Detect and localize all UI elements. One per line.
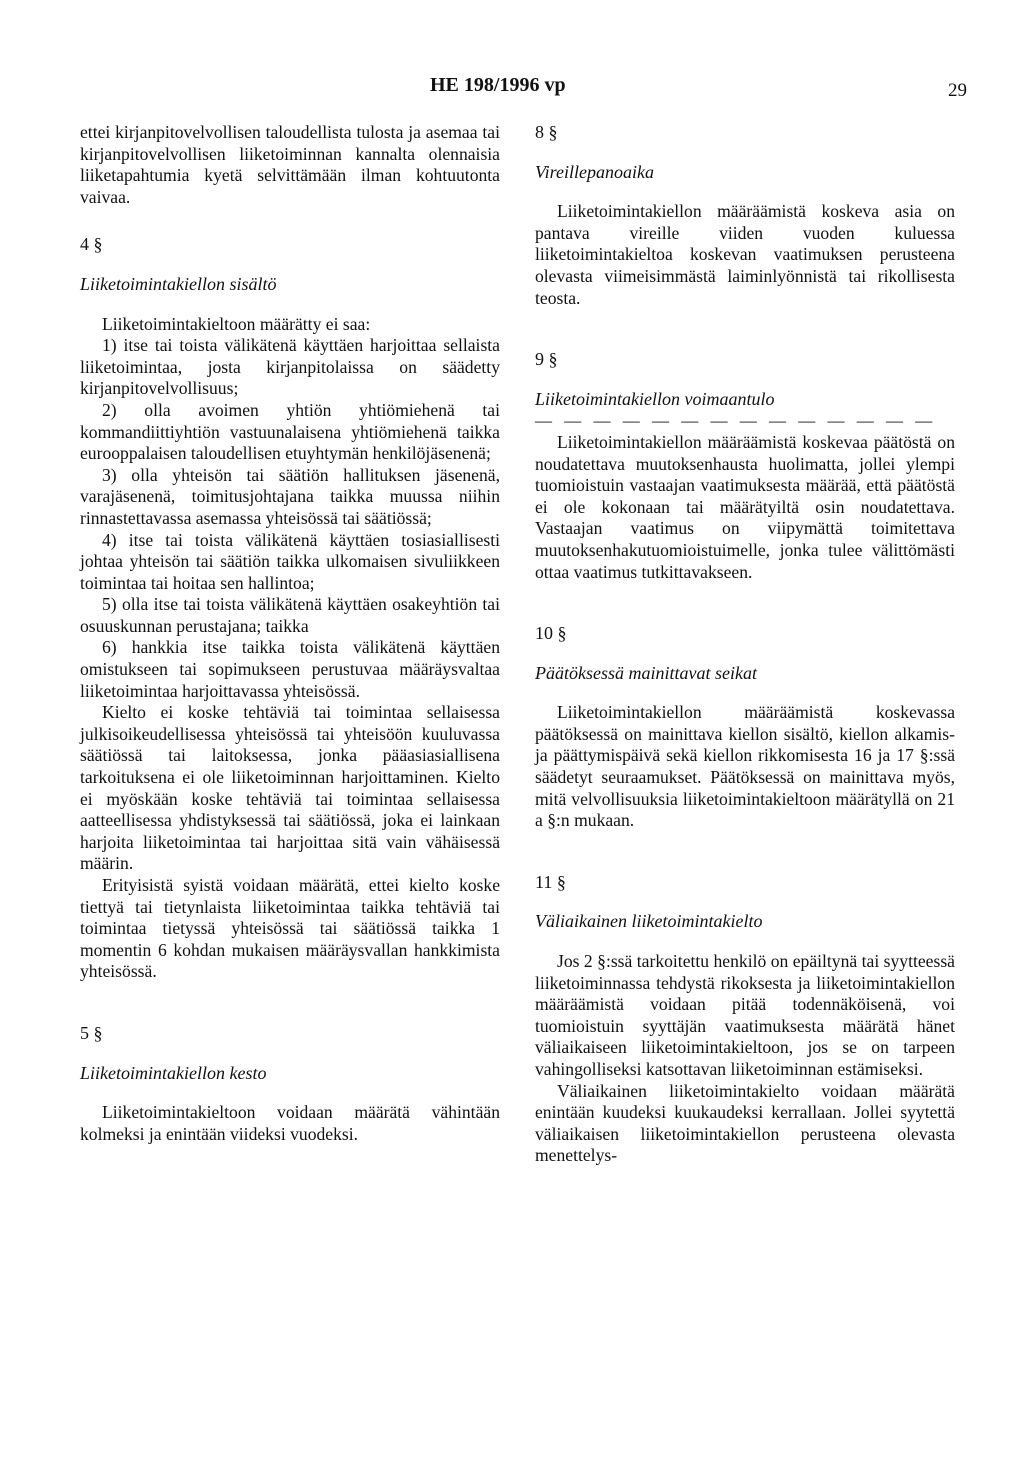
section-8-title: Vireillepanoaika [535,161,654,182]
section-4-paragraph: 5) olla itse tai toista välikätenä käyttäen osakeyhtiön tai osuuskunnan perustajana; taikka [80,594,500,636]
section-4-paragraph: Liiketoimintakieltoon määrätty ei saa: [102,313,371,334]
section-4-paragraph: 6) hankkia itse taikka toista välikätenä käyttäen omistukseen tai sopimukseen perustuvaa määräysvaltaa liiketoimintaa harjoittavassa yhteisössä. [80,637,500,701]
section-11-paragraph: Väliaikainen liiketoimintakielto voidaan määrätä enintään kuudeksi kuukaudeksi kerrallaan. Jollei syytettä väliaikaisen liiketoimintakiellon perusteena olevasta menettelys- [535,1080,955,1166]
section-4-paragraph: Erityisistä syistä voidaan määrätä, ettei kielto koske tiettyä tai tietynlaista liiketoimintaa taikka tehtäviä tai toimintaa tietyssä yhteisössä tai säätiössä taikka 1 momentin 6 kohdan mukaisen määräysvallan hankkimista yhteisössä. [80,875,500,982]
right-column [535,122,955,1167]
section-10-title: Päätöksessä mainittavat seikat [535,662,757,683]
section-9-paragraph: Liiketoimintakiellon määräämistä koskevaa päätöstä on noudatettava muutoksenhausta huolimatta, jollei ylempi tuomioistuin vastaajan vaatimuksesta määrää, että päätöstä ei ole kokonaan tai määrätyiltä osin noudatettava. Vastaajan vaatimus on viipymättä toimitettava muutoksenhakutuomioistuimelle, jonka tulee välittömästi ottaa vaatimus tutkittavakseen. [535,431,955,582]
section-4-paragraph: 1) itse tai toista välikätenä käyttäen harjoittaa sellaista liiketoimintaa, josta kirjanpitolaissa on säädetty kirjanpitovelvollisuus; [80,335,500,399]
left-column [80,122,500,1145]
section-8-paragraph: Liiketoimintakiellon määräämistä koskeva asia on pantava vireille viiden vuoden kuluessa liiketoimintakieltoa koskevan vaatimuksen perusteena olevasta viimeisimmästä laiminlyönnistä tai rikollisesta teosta. [535,201,955,308]
section-10-paragraph: Liiketoimintakiellon määräämistä koskevassa päätöksessä on mainittava kiellon sisältö, kiellon alkamis- ja päättymispäivä sekä kiellon rikkomisesta 16 ja 17 §:ssä säädetyt seuraamukset. Päätöksessä on mainittava myös, mitä velvollisuuksia liiketoimintakieltoon määrätyllä on 21 a §:n mukaan. [535,702,955,831]
page-number: 29 [948,80,967,101]
omission-dashes: — — — — — — — — — — — — — — [535,411,937,431]
section-4-paragraph: 3) olla yhteisön tai säätiön hallituksen jäsenenä, varajäsenenä, toimitusjohtajana taikka muussa niihin rinnastettavassa asemassa yhteisössä tai säätiössä; [80,464,500,528]
section-4-title: Liiketoimintakiellon sisältö [80,273,277,294]
section-4-paragraph: 4) itse tai toista välikätenä käyttäen tosiasiallisesti johtaa yhteisön tai säätiön taikka ulkomaisen sivuliikkeen toimintaa tai hoitaa sen hallintoa; [80,529,500,593]
section-5-paragraph: Liiketoimintakieltoon voidaan määrätä vähintään kolmeksi ja enintään viideksi vuodeksi. [80,1102,500,1144]
section-5-title: Liiketoimintakiellon kesto [80,1062,267,1083]
section-10-number: 10 § [535,623,567,644]
intro-paragraph: ettei kirjanpitovelvollisen taloudellista tulosta ja asemaa tai kirjanpitovelvollisen liiketoiminnan kannalta olennaisia liiketapahtumia kyetä selvittämään ilman kohtuutonta vaivaa. [80,122,500,207]
section-4-paragraph: 2) olla avoimen yhtiön yhtiömiehenä tai kommandiittiyhtiön vastuunalaisena yhtiömiehenä taikka eurooppalaisen taloudellisen etuyhtymän henkilöjäsenenä; [80,399,500,464]
section-11-title: Väliaikainen liiketoimintakielto [535,911,763,932]
section-9-title: Liiketoimintakiellon voimaantulo [535,388,775,409]
section-11-number: 11 § [535,871,566,892]
section-4-paragraph: Kielto ei koske tehtäviä tai toimintaa sellaisessa julkisoikeudellisessa yhteisössä tai yhteisöön kuuluvassa säätiössä tai laitoksessa, jonka pääasiasiallisena tarkoituksena ei ole liiketoiminnan harjoittaminen. Kielto ei myöskään koske tehtäviä tai toimintaa sellaisessa aatteellisessa yhdistyksessä tai säätiössä, joka ei lainkaan harjoita liiketoimintaa tai harjoittaa sitä vain vähäisessä määrin. [80,702,500,874]
section-9-number: 9 § [535,349,558,370]
page-header [0,74,1024,104]
section-8-number: 8 § [535,122,558,142]
section-11-paragraph: Jos 2 §:ssä tarkoitettu henkilö on epäiltynä tai syytteessä liiketoiminnassa tehdystä rikoksesta ja liiketoimintakiellon määräämistä voidaan pitää todennäköisenä, voi tuomioistuin syyttäjän vaatimuksesta määrätä hänet väliaikaiseen liiketoimintakieltoon, jos se on tarpeen vahingolliseksi katsottavan liiketoiminnan estämiseksi. [535,951,955,1079]
section-5-number: 5 § [80,1022,103,1043]
section-4-number: 4 § [80,234,103,255]
document-id: HE 198/1996 vp [430,74,566,96]
